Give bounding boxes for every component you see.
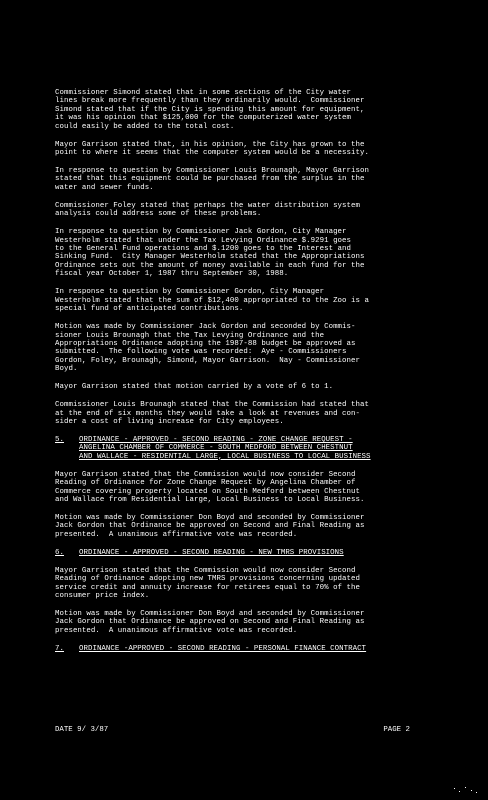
paragraph [55,202,455,219]
text-line: Mayor Garrison stated that, in his opinion, the City has grown to the [55,140,365,149]
text-line: Commerce covering property located on South Medford between Chestnut [55,487,360,496]
text-line: stated that this equipment could be purchased from the surplus in the [55,175,365,184]
text-line: Motion was made by Commissioner Jack Gordon and seconded by Commis- [55,323,356,332]
text-line: Motion was made by Commissioner Don Boyd and seconded by Commissioner [55,513,365,522]
text-line: Commissioner Louis Brounagh stated that the Commission had stated that [55,401,369,410]
paragraph [55,471,455,505]
text-line: water and sewer funds. [55,183,154,192]
text-line: Simond stated that if the City is spending this amount for equipment, [55,105,365,114]
text-line: In response to question by Commissioner Jack Gordon, City Manager [55,228,347,237]
text-line: presented. A unanimous affirmative vote was recorded. [55,530,298,539]
item-6-heading [55,549,455,557]
paragraph [55,610,455,635]
text-line: Westerholm stated that the sum of $12,400 appropriated to the Zoo is a [55,296,369,305]
text-line: sioner Louis Brounagh that the Tax Levying Ordinance and the [55,331,325,340]
heading-line: ANGELINA CHAMBER OF COMMERCE - SOUTH MEDFORD BETWEEN CHESTNUT [79,444,353,453]
text-line: and Wallace from Residential Large, Local Business to Local Business. [55,495,365,504]
text-line: Boyd. [55,365,78,374]
text-line: Mayor Garrison stated that the Commission would now consider Second [55,566,356,575]
item-7-number: 7. [55,644,64,653]
footer-page-number: PAGE 2 [383,726,410,734]
paragraph [55,141,455,158]
item-5-title [79,436,455,461]
paragraph [55,567,455,601]
text-line: consumer price index. [55,592,150,600]
text-line: Ordinance sets out the amount of money available in each fund for the [55,261,365,270]
text-line: lines break more frequently than they ordinarily would. Commissioner [55,97,365,106]
intro-section [55,89,455,426]
paragraph [55,288,455,313]
text-line: Sinking Fund. City Manager Westerholm stated that the Appropriations [55,253,365,262]
footer-date: DATE 9/ 3/87 [55,726,109,734]
page-footer [55,726,410,734]
paragraph [55,514,455,539]
heading-line: ORDINANCE - APPROVED - SECOND READING - NEW TMRS PROVISIONS [79,548,344,557]
text-line: submitted. The following vote was recorded: Aye - Commissioners [55,348,347,357]
text-line: Reading of Ordinance adopting new TMRS provisions concerning updated [55,575,360,584]
item-6-title [79,549,455,557]
text-line: analysis could address some of these problems. [55,210,262,219]
item-5-body [55,471,455,539]
heading-line: AND WALLACE - RESIDENTIAL LARGE, LOCAL BUSINESS TO LOCAL BUSINESS [79,452,371,461]
paragraph [55,167,455,192]
text-line: Reading of Ordinance for Zone Change Request by Angelina Chamber of [55,479,356,488]
document-page [55,89,455,663]
item-5-heading [55,436,455,461]
item-7-title [79,645,455,653]
heading-line: ORDINANCE - APPROVED - SECOND READING - ZONE CHANGE REQUEST - [79,435,353,444]
text-line: Jack Gordon that Ordinance be approved on Second and Final Reading as [55,618,365,627]
paragraph [55,401,455,426]
text-line: Commissioner Foley stated that perhaps the water distribution system [55,201,360,210]
text-line: Commissioner Simond stated that in some sections of the City water [55,89,352,97]
item-7-heading [55,645,455,653]
scan-specks [450,782,480,796]
paragraph [55,383,455,391]
item-6-number: 6. [55,548,64,557]
text-line: to the General Fund operations and $.1200 goes to the Interest and [55,245,352,254]
heading-line: ORDINANCE -APPROVED - SECOND READING - PERSONAL FINANCE CONTRACT [79,644,367,653]
item-6-body [55,567,455,635]
paragraph [55,89,455,131]
text-line: fiscal year October 1, 1987 thru September 30, 1988. [55,270,289,279]
text-line: point to where it seems that the computer system would be a necessity. [55,149,369,158]
text-line: it was his opinion that $125,000 for the computerized water system [55,114,352,123]
text-line: at the end of six months they would take a look at revenues and con- [55,409,360,418]
text-line: In response to question by Commissioner Louis Brounagh, Mayor Garrison [55,167,369,176]
text-line: Appropriations Ordinance adopting the 1987-88 budget be approved as [55,339,356,348]
text-line: Motion was made by Commissioner Don Boyd and seconded by Commissioner [55,610,365,618]
paragraph [55,228,455,278]
text-line: Mayor Garrison stated that the Commission would now consider Second [55,470,356,479]
item-5-number: 5. [55,435,64,444]
text-line: Gordon, Foley, Brounagh, Simond, Mayor Garrison. Nay - Commissioner [55,356,360,365]
text-line: Jack Gordon that Ordinance be approved on Second and Final Reading as [55,522,365,531]
text-line: service credit and annuity increase for retirees equal to 70% of the [55,583,360,592]
text-line: In response to question by Commissioner Gordon, City Manager [55,288,325,297]
text-line: could easily be added to the total cost. [55,122,235,131]
text-line: Westerholm stated that under the Tax Levying Ordinance $.9291 goes [55,236,352,245]
paragraph [55,323,455,373]
text-line: special fund of anticipated contributions. [55,305,244,314]
text-line: Mayor Garrison stated that motion carried by a vote of 6 to 1. [55,383,334,392]
text-line: sider a cost of living increase for City employees. [55,417,284,426]
text-line: presented. A unanimous affirmative vote was recorded. [55,626,298,635]
